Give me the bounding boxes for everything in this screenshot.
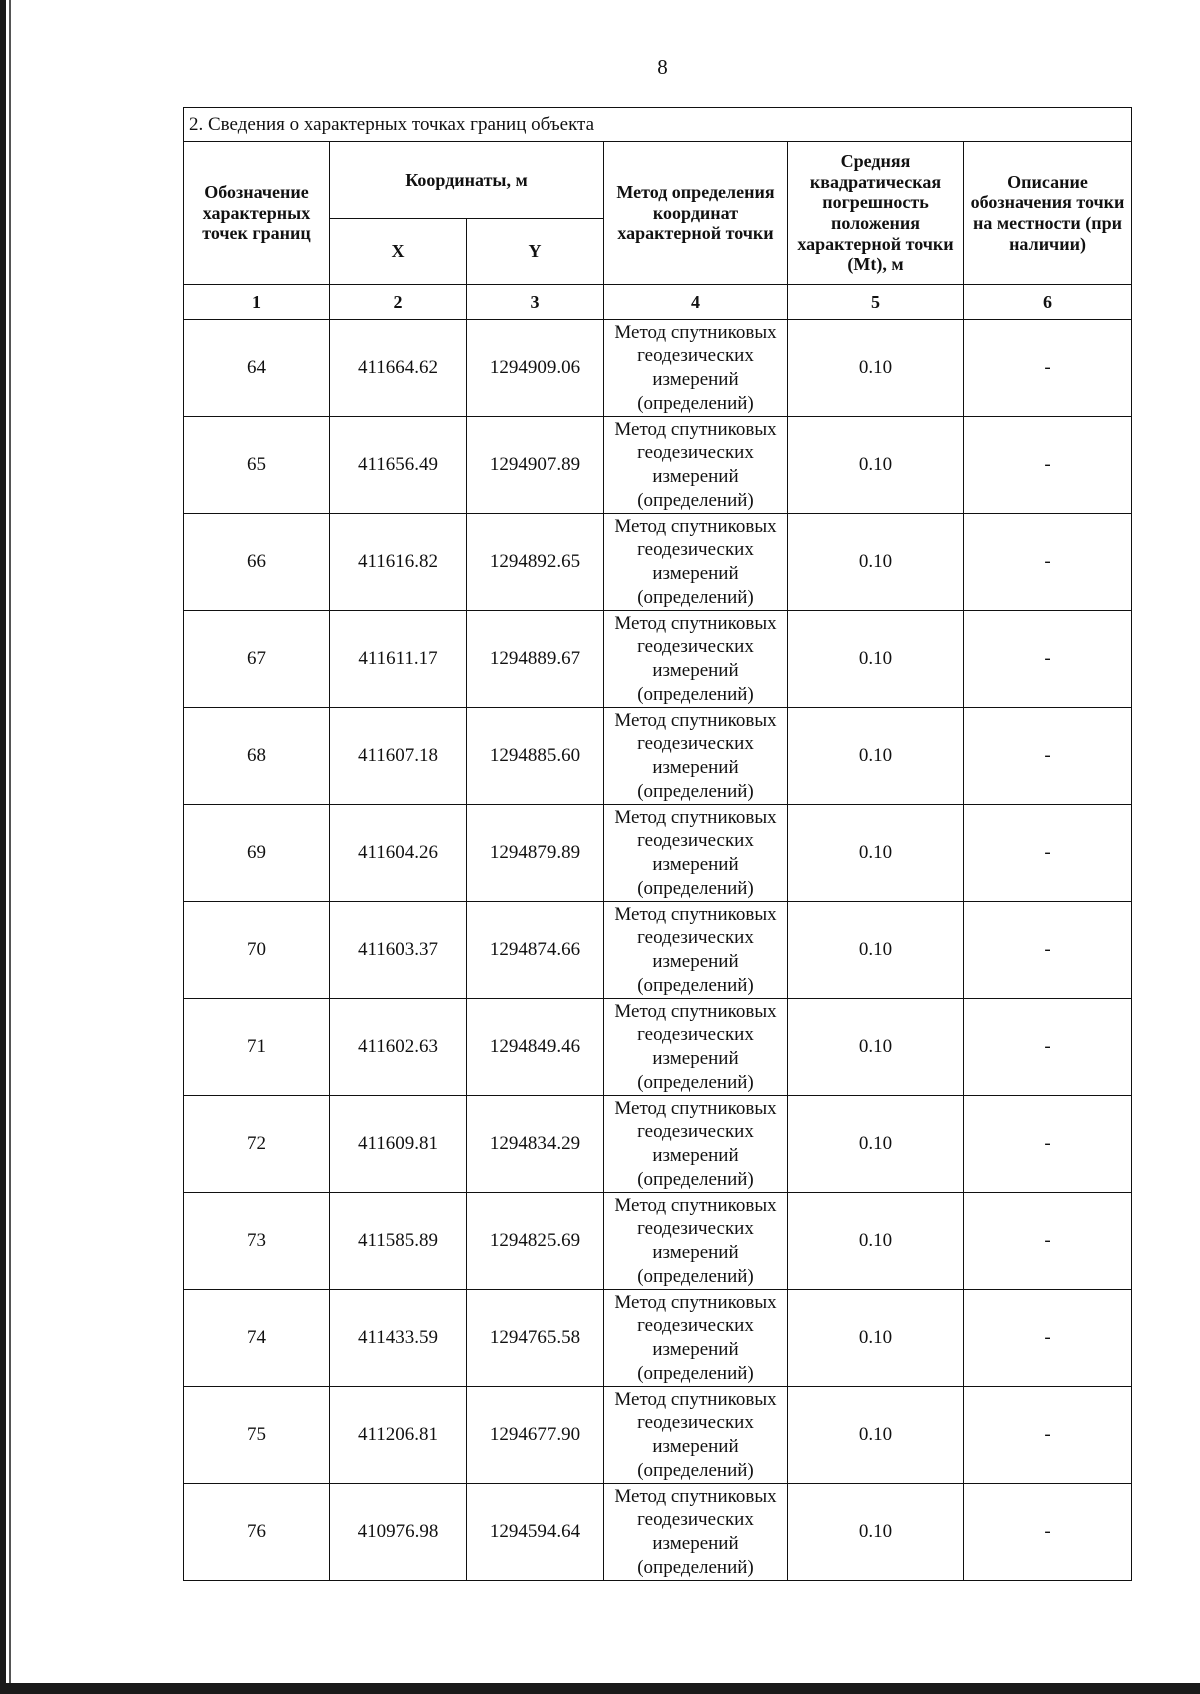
table-row — [184, 320, 1132, 417]
scan-edge-left — [0, 0, 6, 1694]
cell-point: 74 — [184, 1290, 330, 1387]
cell-method: Метод спутниковых геодезических измерений (определений) — [604, 999, 788, 1096]
cell-error: 0.10 — [788, 320, 964, 417]
cell-description: - — [964, 1484, 1132, 1581]
cell-error: 0.10 — [788, 1484, 964, 1581]
table-row — [184, 902, 1132, 999]
cell-method: Метод спутниковых геодезических измерений (определений) — [604, 1290, 788, 1387]
column-number: 5 — [788, 285, 964, 320]
table-row — [184, 417, 1132, 514]
table-row — [184, 708, 1132, 805]
header-y: Y — [467, 219, 604, 285]
cell-y: 1294677.90 — [467, 1387, 604, 1484]
cell-y: 1294834.29 — [467, 1096, 604, 1193]
header-description: Описание обозначения точки на местности (при наличии) — [964, 142, 1132, 285]
cell-y: 1294825.69 — [467, 1193, 604, 1290]
cell-y: 1294874.66 — [467, 902, 604, 999]
cell-error: 0.10 — [788, 999, 964, 1096]
cell-point: 73 — [184, 1193, 330, 1290]
cell-method: Метод спутниковых геодезических измерений (определений) — [604, 611, 788, 708]
cell-point: 64 — [184, 320, 330, 417]
page-number: 8 — [657, 55, 668, 79]
cell-error: 0.10 — [788, 708, 964, 805]
cell-description: - — [964, 417, 1132, 514]
cell-error: 0.10 — [788, 514, 964, 611]
table-row — [184, 1387, 1132, 1484]
cell-error: 0.10 — [788, 805, 964, 902]
cell-x: 411602.63 — [330, 999, 467, 1096]
cell-y: 1294879.89 — [467, 805, 604, 902]
cell-method: Метод спутниковых геодезических измерений (определений) — [604, 320, 788, 417]
cell-error: 0.10 — [788, 1193, 964, 1290]
cell-point: 71 — [184, 999, 330, 1096]
cell-point: 68 — [184, 708, 330, 805]
cell-y: 1294909.06 — [467, 320, 604, 417]
scan-edge-left-line — [9, 0, 11, 1694]
cell-method: Метод спутниковых геодезических измерений (определений) — [604, 1193, 788, 1290]
cell-method: Метод спутниковых геодезических измерений (определений) — [604, 417, 788, 514]
cell-y: 1294907.89 — [467, 417, 604, 514]
cell-x: 411609.81 — [330, 1096, 467, 1193]
table-row — [184, 805, 1132, 902]
cell-error: 0.10 — [788, 417, 964, 514]
scan-edge-bottom — [0, 1683, 1200, 1694]
cell-point: 65 — [184, 417, 330, 514]
cell-x: 411616.82 — [330, 514, 467, 611]
cell-y: 1294765.58 — [467, 1290, 604, 1387]
cell-error: 0.10 — [788, 611, 964, 708]
column-number: 6 — [964, 285, 1132, 320]
header-method: Метод определения координат характерной точки — [604, 142, 788, 285]
cell-description: - — [964, 902, 1132, 999]
cell-description: - — [964, 1096, 1132, 1193]
cell-x: 411607.18 — [330, 708, 467, 805]
cell-y: 1294889.67 — [467, 611, 604, 708]
column-number: 1 — [184, 285, 330, 320]
column-number: 3 — [467, 285, 604, 320]
cell-description: - — [964, 999, 1132, 1096]
cell-y: 1294594.64 — [467, 1484, 604, 1581]
boundary-points-table — [183, 107, 1132, 1581]
table-row — [184, 1484, 1132, 1581]
table-row — [184, 999, 1132, 1096]
cell-x: 411585.89 — [330, 1193, 467, 1290]
header-error: Средняя квадратическая погрешность положения характерной точки (Mt), м — [788, 142, 964, 285]
cell-x: 411656.49 — [330, 417, 467, 514]
cell-x: 410976.98 — [330, 1484, 467, 1581]
column-number-row — [184, 285, 1132, 320]
table-row — [184, 611, 1132, 708]
cell-x: 411664.62 — [330, 320, 467, 417]
column-number: 2 — [330, 285, 467, 320]
cell-x: 411604.26 — [330, 805, 467, 902]
cell-x: 411611.17 — [330, 611, 467, 708]
cell-y: 1294892.65 — [467, 514, 604, 611]
cell-description: - — [964, 320, 1132, 417]
cell-method: Метод спутниковых геодезических измерений (определений) — [604, 514, 788, 611]
cell-method: Метод спутниковых геодезических измерений (определений) — [604, 1096, 788, 1193]
cell-y: 1294885.60 — [467, 708, 604, 805]
cell-point: 66 — [184, 514, 330, 611]
cell-method: Метод спутниковых геодезических измерений (определений) — [604, 708, 788, 805]
cell-error: 0.10 — [788, 1096, 964, 1193]
cell-error: 0.10 — [788, 1290, 964, 1387]
cell-description: - — [964, 611, 1132, 708]
header-x: X — [330, 219, 467, 285]
cell-point: 69 — [184, 805, 330, 902]
cell-method: Метод спутниковых геодезических измерений (определений) — [604, 1387, 788, 1484]
cell-point: 76 — [184, 1484, 330, 1581]
cell-point: 72 — [184, 1096, 330, 1193]
cell-description: - — [964, 1193, 1132, 1290]
cell-description: - — [964, 1387, 1132, 1484]
column-number: 4 — [604, 285, 788, 320]
cell-method: Метод спутниковых геодезических измерений (определений) — [604, 1484, 788, 1581]
cell-method: Метод спутниковых геодезических измерений (определений) — [604, 902, 788, 999]
table-row — [184, 514, 1132, 611]
cell-error: 0.10 — [788, 1387, 964, 1484]
cell-point: 67 — [184, 611, 330, 708]
cell-y: 1294849.46 — [467, 999, 604, 1096]
cell-method: Метод спутниковых геодезических измерений (определений) — [604, 805, 788, 902]
cell-description: - — [964, 514, 1132, 611]
cell-point: 75 — [184, 1387, 330, 1484]
cell-x: 411206.81 — [330, 1387, 467, 1484]
section-title: 2. Сведения о характерных точках границ объекта — [184, 108, 1132, 142]
table-body — [184, 320, 1132, 1581]
table-row — [184, 1096, 1132, 1193]
cell-x: 411603.37 — [330, 902, 467, 999]
cell-error: 0.10 — [788, 902, 964, 999]
cell-point: 70 — [184, 902, 330, 999]
table-row — [184, 1193, 1132, 1290]
table-row — [184, 1290, 1132, 1387]
cell-description: - — [964, 805, 1132, 902]
cell-description: - — [964, 708, 1132, 805]
header-designation: Обозначение характерных точек границ — [184, 142, 330, 285]
cell-description: - — [964, 1290, 1132, 1387]
header-coordinates: Координаты, м — [330, 142, 604, 219]
cell-x: 411433.59 — [330, 1290, 467, 1387]
